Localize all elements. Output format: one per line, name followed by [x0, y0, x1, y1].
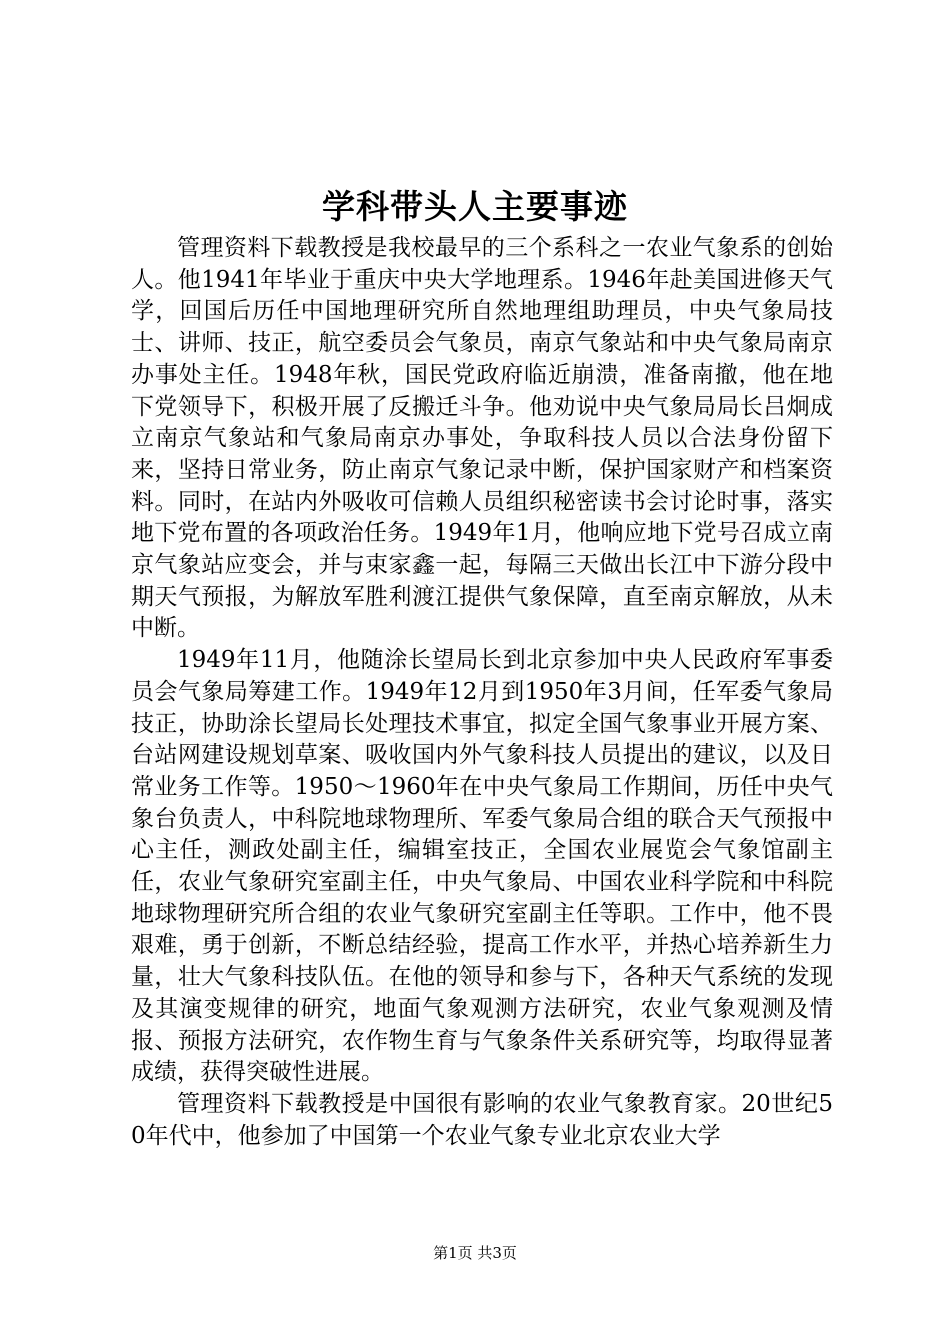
document-body	[131, 233, 833, 1152]
paragraph-2: 1949年11月，他随涂长望局长到北京参加中央人民政府军事委员会气象局筹建工作。1949年12月到1950年3月间，任军委气象局技正，协助涂长望局长处理技术事宜，拟定全国气象事业开展方案、台站网建设规划草案、吸收国内外气象科技人员提出的建议，以及日常业务工作等。1950～1960年在中央气象局工作期间，历任中央气象台负责人，中科院地球物理所、军委气象局合组的联合天气预报中心主任，测政处副主任，编辑室技正，全国农业展览会气象馆副主任，农业气象研究室副主任，中央气象局、中国农业科学院和中科院地球物理研究所合组的农业气象研究室副主任等职。工作中，他不畏艰难，勇于创新，不断总结经验，提高工作水平，并热心培养新生力量，壮大气象科技队伍。在他的领导和参与下，各种天气系统的发现及其演变规律的研究，地面气象观测方法研究，农业气象观测及情报、预报方法研究，农作物生育与气象条件关系研究等，均取得显著成绩，获得突破性进展。	[131, 647, 833, 1086]
paragraph-1: 管理资料下载教授是我校最早的三个系科之一农业气象系的创始人。他1941年毕业于重庆中央大学地理系。1946年赴美国进修天气学，回国后历任中国地理研究所自然地理组助理员，中央气象局技士、讲师、技正，航空委员会气象员，南京气象站和中央气象局南京办事处主任。1948年秋，国民党政府临近崩溃，准备南撤，他在地下党领导下，积极开展了反搬迁斗争。他劝说中央气象局局长吕炯成立南京气象站和气象局南京办事处，争取科技人员以合法身份留下来，坚持日常业务，防止南京气象记录中断，保护国家财产和档案资料。同时，在站内外吸收可信赖人员组织秘密读书会讨论时事，落实地下党布置的各项政治任务。1949年1月，他响应地下党号召成立南京气象站应变会，并与束家鑫一起，每隔三天做出长江中下游分段中期天气预报，为解放军胜利渡江提供气象保障，直至南京解放，从未中断。	[131, 235, 833, 642]
page-number-footer: 第1页 共3页	[433, 1244, 517, 1262]
document-title: 学科带头人主要事迹	[322, 187, 628, 226]
paragraph-3: 管理资料下载教授是中国很有影响的农业气象教育家。20世纪50年代中，他参加了中国第一个农业气象专业北京农业大学	[131, 1090, 833, 1149]
